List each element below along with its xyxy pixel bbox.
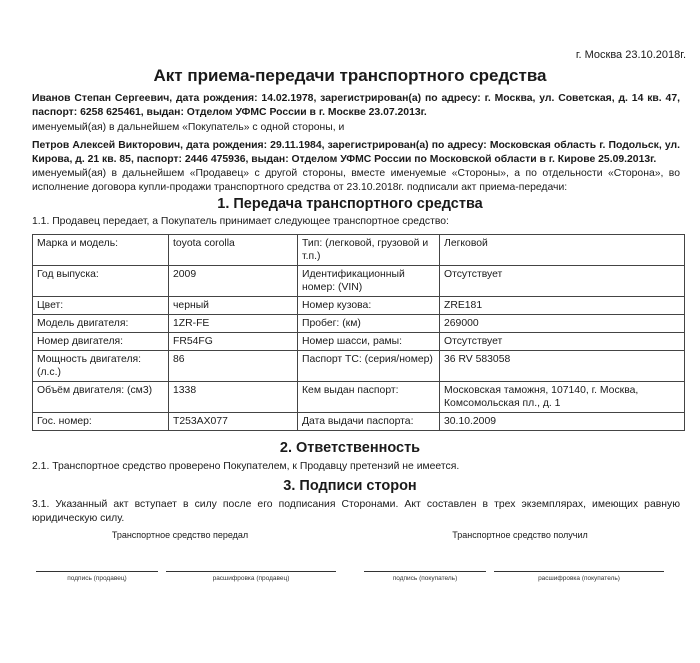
spec-label: Тип: (легковой, грузовой и т.п.) bbox=[298, 235, 440, 266]
spec-value: Отсутствует bbox=[440, 266, 685, 297]
buyer-role: именуемый(ая) в дальнейшем «Покупатель» с одной стороны, и bbox=[32, 122, 345, 133]
buyer-details bbox=[32, 92, 680, 120]
seller-decode-caption: расшифровка (продавец) bbox=[212, 575, 290, 582]
buyer-decode-line[interactable] bbox=[494, 571, 664, 572]
spec-label: Год выпуска: bbox=[33, 266, 169, 297]
spec-label: Пробег: (км) bbox=[298, 315, 440, 333]
spec-value: 36 RV 583058 bbox=[440, 351, 685, 382]
buyer-sign-caption: подпись (покупатель) bbox=[392, 575, 458, 582]
spec-label: Паспорт ТС: (серия/номер) bbox=[298, 351, 440, 382]
spec-label: Мощность двигателя: (л.с.) bbox=[33, 351, 169, 382]
spec-label: Гос. номер: bbox=[33, 413, 169, 431]
spec-value: ZRE181 bbox=[440, 297, 685, 315]
spec-label: Цвет: bbox=[33, 297, 169, 315]
place-date: г. Москва 23.10.2018г. bbox=[575, 49, 686, 61]
spec-label: Номер кузова: bbox=[298, 297, 440, 315]
spec-value: FR54FG bbox=[169, 333, 298, 351]
buyer-signature-line[interactable] bbox=[364, 571, 486, 572]
spec-label: Номер шасси, рамы: bbox=[298, 333, 440, 351]
spec-label: Кем выдан паспорт: bbox=[298, 382, 440, 413]
spec-value: toyota corolla bbox=[169, 235, 298, 266]
spec-label: Дата выдачи паспорта: bbox=[298, 413, 440, 431]
spec-label: Объём двигателя: (см3) bbox=[33, 382, 169, 413]
table-row bbox=[33, 333, 685, 351]
section3-title: 3. Подписи сторон bbox=[283, 478, 417, 494]
spec-value: 2009 bbox=[169, 266, 298, 297]
spec-value: 1338 bbox=[169, 382, 298, 413]
section2-title: 2. Ответственность bbox=[279, 440, 421, 456]
buyer-decode-caption: расшифровка (покупатель) bbox=[538, 575, 620, 582]
spec-label: Марка и модель: bbox=[33, 235, 169, 266]
table-row bbox=[33, 315, 685, 333]
table-row bbox=[33, 235, 685, 266]
section1-title: 1. Передача транспортного средства bbox=[217, 196, 483, 212]
table-row bbox=[33, 297, 685, 315]
spec-value: 269000 bbox=[440, 315, 685, 333]
section3-text: 3.1. Указанный акт вступает в силу после его подписания Сторонами. Акт составлен в трех экземплярах, имеющих равную юридическую силу. bbox=[32, 499, 680, 524]
seller-role: именуемый(ая) в дальнейшем «Продавец» с другой стороны, вместе именуемые «Стороны», а по отдельности «Сторона», во исполнение договора купли-продажи транспортного средства от 23.10.2018г. подписали акт приема-передачи: bbox=[32, 168, 680, 193]
table-row bbox=[33, 266, 685, 297]
buyer-sign-label: Транспортное средство получил bbox=[452, 530, 588, 540]
seller-details bbox=[32, 139, 680, 167]
spec-value: Московская таможня, 107140, г. Москва, Комсомольская пл., д. 1 bbox=[440, 382, 685, 413]
spec-value: 30.10.2009 bbox=[440, 413, 685, 431]
vehicle-spec-table bbox=[32, 234, 685, 431]
spec-value: T253AX077 bbox=[169, 413, 298, 431]
spec-value: 86 bbox=[169, 351, 298, 382]
table-row bbox=[33, 382, 685, 413]
seller-info: Петров Алексей Викторович, дата рождения: 29.11.1984, зарегистрирован(а) по адресу: Московская область г. Подольск, ул. Кирова, д. 21 кв. 85, паспорт: 2446 475936, выдан: Отделом УФМС России по Московской области в г. Кирове 25.09.2013г. bbox=[32, 140, 680, 165]
spec-label: Номер двигателя: bbox=[33, 333, 169, 351]
section1-intro: 1.1. Продавец передает, а Покупатель принимает следующее транспортное средство: bbox=[32, 216, 449, 227]
spec-value: Легковой bbox=[440, 235, 685, 266]
table-row bbox=[33, 413, 685, 431]
spec-label: Идентификационный номер: (VIN) bbox=[298, 266, 440, 297]
seller-sign-caption: подпись (продавец) bbox=[67, 575, 127, 582]
spec-value: черный bbox=[169, 297, 298, 315]
table-row bbox=[33, 351, 685, 382]
seller-decode-line[interactable] bbox=[166, 571, 336, 572]
seller-sign-label: Транспортное средство передал bbox=[111, 530, 249, 540]
document-title: Акт приема-передачи транспортного средства bbox=[153, 66, 547, 85]
spec-label: Модель двигателя: bbox=[33, 315, 169, 333]
spec-value: Отсутствует bbox=[440, 333, 685, 351]
buyer-info: Иванов Степан Сергеевич, дата рождения: 14.02.1978, зарегистрирован(а) по адресу: г. Москва, ул. Советская, д. 14 кв. 47, паспорт: 6258 625461, выдан: Отделом УФМС России в г. Москве 23.07.2013г. bbox=[32, 93, 680, 118]
spec-value: 1ZR-FE bbox=[169, 315, 298, 333]
section2-text: 2.1. Транспортное средство проверено Покупателем, к Продавцу претензий не имеется. bbox=[32, 461, 460, 472]
seller-signature-line[interactable] bbox=[36, 571, 158, 572]
